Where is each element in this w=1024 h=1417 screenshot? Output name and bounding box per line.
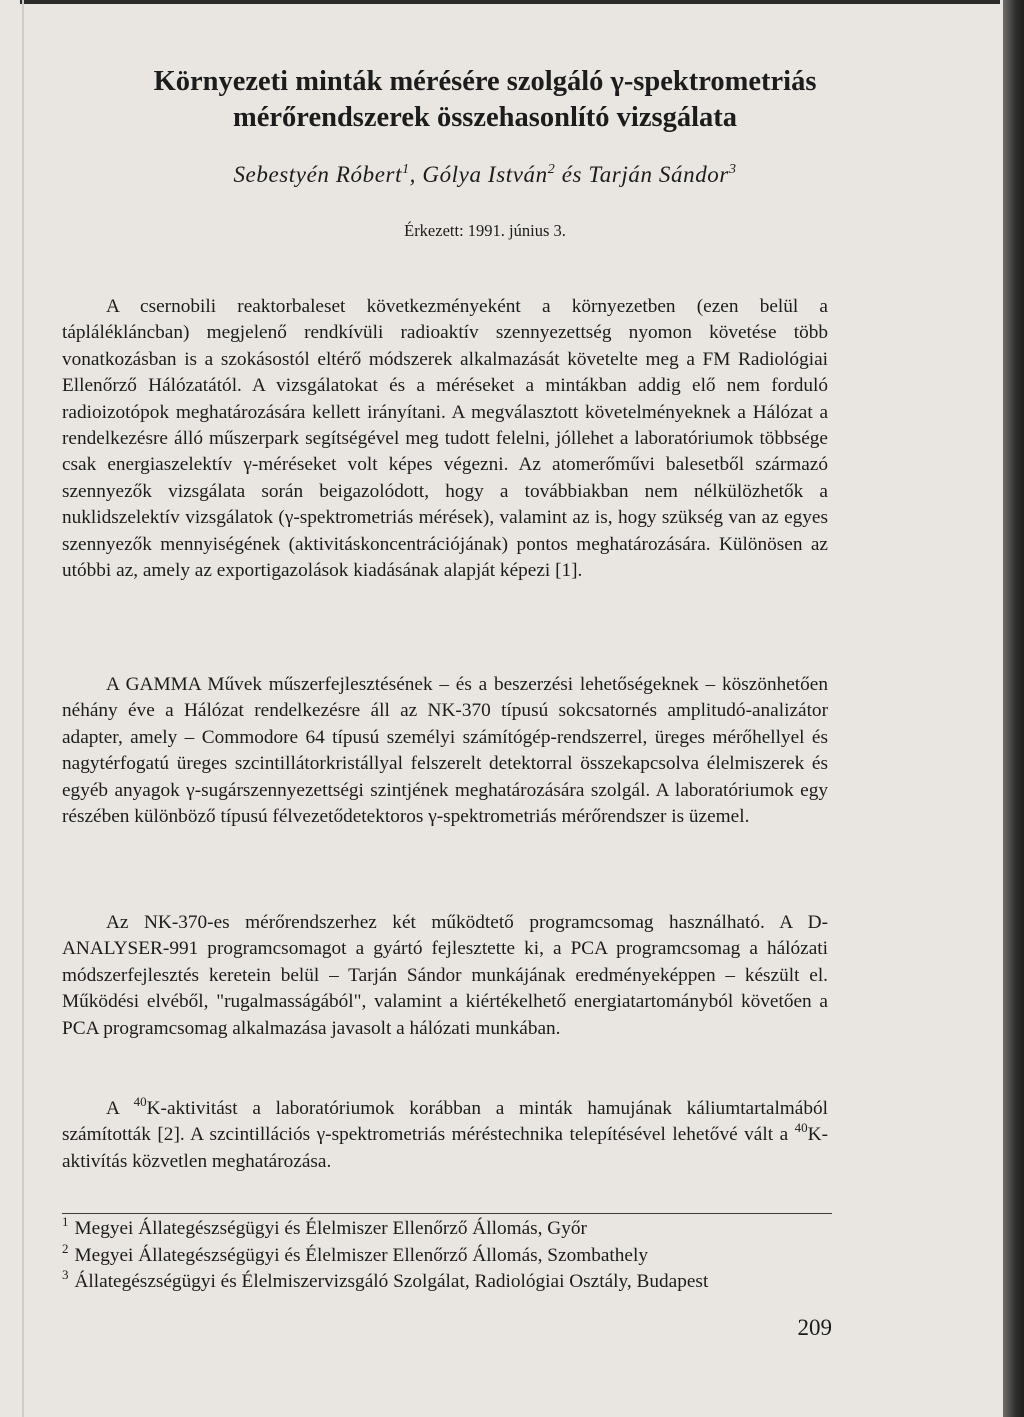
author-name: Gólya István xyxy=(422,162,548,187)
body-paragraph-1 xyxy=(62,294,828,584)
paragraph-text: A xyxy=(106,1098,134,1119)
paragraph-text: K-aktivítás közvetlen meghatározása. xyxy=(62,1124,828,1172)
author-separator: , xyxy=(409,162,423,187)
author-name: Sebestyén Róbert xyxy=(233,162,403,187)
received-date: Érkezett: 1991. június 3. xyxy=(404,221,566,240)
footnote xyxy=(62,1240,832,1270)
article-title-line-2: mérőrendszerek összehasonlító vizsgálata xyxy=(233,102,737,133)
paragraph-text: A csernobili reaktorbaleset következményeként a környezetben (ezen belül a táplálékláncban) megjelenő rendkívüli radioaktív szennyezettség nyomon követése több vonatkozásban is a szokásostól eltérő módszerek alkalmazását követelte meg a FM Radiológiai Ellenőrző Hálózatától. A vizsgálatokat és a méréseket a mintákban addig elő nem forduló radioizotópok meghatározására kellett irányítani. A megválasztott követelményeknek a Hálózat a rendelkezésre álló műszerpark segítségével meg tudott felelni, jóllehet a laboratóriumok többsége csak energiaszelektív γ-méréseket volt képes végezni. Az atomerőművi balesetből származó szennyezők vizsgálata során beigazolódott, hogy a továbbiakban nem nélkülözhetők a nuklidszelektív vizsgálatok (γ-spektrometriás mérések), valamint az is, hogy szükség van az egyes szennyezők mennyiségének (aktivitáskoncentrációjának) pontos meghatározására. Különösen az utóbbi az, amely az exportigazolások kiadásának alapját képezi [1]. xyxy=(62,296,828,582)
footnote-text: Megyei Állategészségügyi és Élelmiszer Ellenőrző Állomás, Győr xyxy=(74,1218,587,1239)
scan-top-border xyxy=(20,0,1000,4)
paragraph-text: A GAMMA Művek műszerfejlesztésének – és a beszerzési lehetőségeknek – köszönhetően néhány éve a Hálózat rendelkezésre áll az NK-370 típusú sokcsatornés amplitudó-analizátor adapter, amely – Commodore 64 típusú személyi számítógép-rendszerrel, üreges mérőhellyel és nagytérfogatú üreges szcintillátorkristállyal felszerelt detektorral összekapcsolva élelmiszerek és egyéb anyagok γ-sugárszennyezettségi szintjének meghatározására szolgál. A laboratóriumok egy részében különböző típusú félvezetődetektoros γ-spektrometriás mérőrendszer is üzemel. xyxy=(62,674,828,828)
body-paragraph-3 xyxy=(62,910,828,1042)
footnote xyxy=(62,1269,832,1296)
author-affiliation-mark: 2 xyxy=(547,162,556,177)
isotope-mass-number: 40 xyxy=(794,1120,808,1136)
footnote-number: 2 xyxy=(62,1240,69,1256)
author-list xyxy=(60,160,910,190)
page-number: 209 xyxy=(797,1315,832,1340)
body-paragraph-4 xyxy=(62,1096,828,1175)
binding-line xyxy=(22,0,24,1417)
isotope-mass-number: 40 xyxy=(133,1094,147,1109)
author-affiliation-mark: 1 xyxy=(402,162,410,177)
paragraph-text: K-aktivitást a laboratóriumok korábban a minták hamujának káliumtartalmából számították [2]. A szcintillációs γ-spektrometriás méréstechnika telepítésével lehetővé vált a xyxy=(62,1098,828,1146)
author-affiliation-mark: 3 xyxy=(728,162,737,177)
footnote-number: 1 xyxy=(62,1214,69,1229)
body-paragraph-2 xyxy=(62,672,828,830)
author-separator: és xyxy=(555,162,589,187)
footnote-text: Állategészségügyi és Élelmiszervizsgáló Szolgálat, Radiológiai Osztály, Budapest xyxy=(74,1271,709,1292)
author-name: Tarján Sándor xyxy=(588,162,729,187)
footnote-divider xyxy=(62,1213,832,1214)
paragraph-text: Az NK-370-es mérőrendszerhez két működtető programcsomag használható. A D-ANALYSER-991 programcsomagot a gyártó fejlesztette ki, a PCA programcsomag a hálózati módszerfejlesztés keretein belül – Tarján Sándor munkájának eredményeképpen – készült el. Működési elvéből, "rugalmasságából", valamint a kiértékelhető energiatartományból követően a PCA programcsomag alkalmazása javasolt a hálózati munkában. xyxy=(62,912,828,1039)
footnote-number: 3 xyxy=(62,1267,69,1282)
footnote xyxy=(62,1216,832,1243)
footnotes xyxy=(62,1216,832,1296)
footnote-text: Megyei Állategészségügyi és Élelmiszer Ellenőrző Állomás, Szombathely xyxy=(74,1244,648,1266)
scan-page-edge xyxy=(1003,0,1024,1417)
article-title-line-1: Környezeti minták mérésére szolgáló γ-spektrometriás xyxy=(153,66,817,97)
